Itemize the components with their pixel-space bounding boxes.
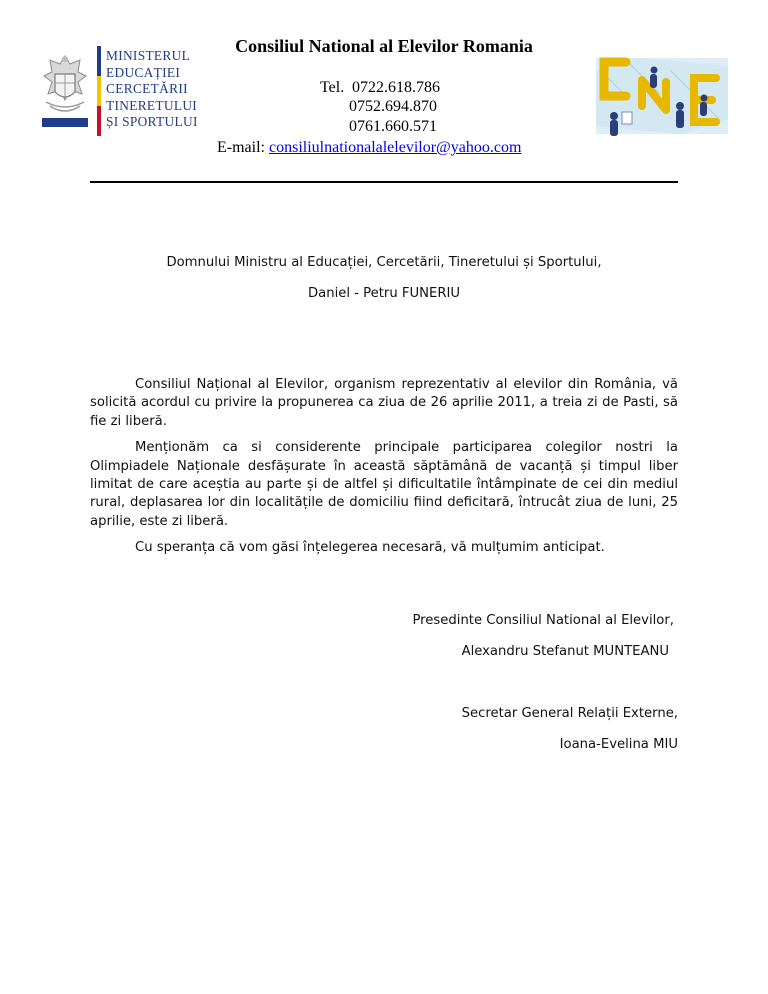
secretary-title: Secretar General Relații Externe, bbox=[461, 706, 678, 721]
letter-body bbox=[90, 376, 678, 566]
ministry-line: TINERETULUI bbox=[106, 97, 198, 113]
email-line bbox=[217, 139, 521, 157]
ministry-line: ȘI SPORTULUI bbox=[106, 114, 198, 130]
romania-crest-icon bbox=[40, 50, 90, 130]
cne-logo-icon bbox=[590, 40, 732, 150]
body-paragraph: Consiliul Național al Elevilor, organism reprezentativ al elevilor din România, vă solicită acordul cu privire la propunerea ca ziua de 26 aprilie 2011, a treia zi de Pasti, să fie zi liberă. bbox=[90, 377, 678, 429]
header-divider bbox=[90, 181, 678, 183]
ministry-line: CERCETĂRII bbox=[106, 81, 188, 97]
letterhead-title: Consiliul National al Elevilor Romania bbox=[235, 36, 533, 56]
ministry-name bbox=[106, 48, 198, 131]
phone-number: 0722.618.786 bbox=[352, 79, 440, 96]
body-paragraph: Menționăm ca si considerente principale participarea colegilor nostri la Olimpiadele Naționale desfășurate în această săptămână de vacanță și timpul liber limitat de care aceștia au parte și de altfel și dificultatile întâmpinate de cei din mediul rural, deplasarea lor din localitățile de domiciliu fiind deficitară, întrucât ziua de luni, 25 aprilie, este zi liberă. bbox=[90, 440, 678, 529]
tricolor-bar bbox=[97, 46, 101, 136]
email-label: E-mail: bbox=[217, 139, 265, 156]
secretary-name: Ioana-Evelina MIU bbox=[559, 737, 678, 752]
ministry-logo bbox=[40, 46, 200, 136]
recipient-title: Domnului Ministru al Educației, Cercetării, Tineretului și Sportului, bbox=[166, 255, 602, 270]
president-name: Alexandru Stefanut MUNTEANU bbox=[461, 644, 669, 659]
recipient-name: Daniel - Petru FUNERIU bbox=[307, 286, 461, 301]
ministry-line: EDUCAȚIEI bbox=[106, 64, 181, 80]
ministry-line: MINISTERUL bbox=[106, 48, 191, 63]
phone-number: 0752.694.870 bbox=[349, 98, 437, 115]
tel-label: Tel. bbox=[320, 79, 345, 96]
president-title: Presedinte Consiliul National al Elevilor, bbox=[412, 613, 674, 628]
body-paragraph: Cu speranța că vom găsi înțelegerea necesară, vă mulțumim anticipat. bbox=[135, 540, 605, 556]
email-link[interactable]: consiliulnationalalelevilor@yahoo.com bbox=[268, 139, 522, 156]
phone-number: 0761.660.571 bbox=[349, 118, 437, 135]
